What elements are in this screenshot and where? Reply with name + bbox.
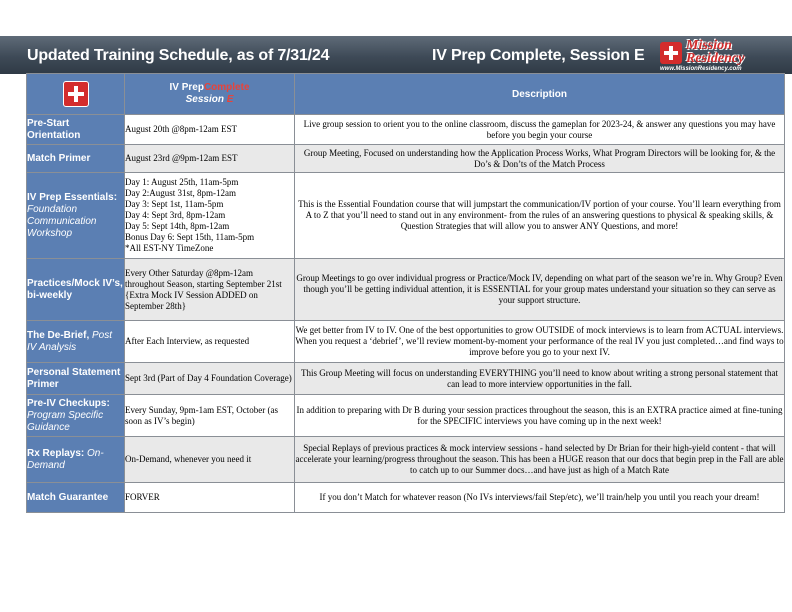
header-course-complete: Complete [203, 82, 250, 93]
row-schedule: After Each Interview, as requested [125, 321, 295, 363]
row-label [27, 363, 125, 395]
header-course: IV Prep [169, 82, 204, 93]
row-label [27, 145, 125, 173]
row-label-bold: The De-Brief, [27, 329, 90, 341]
row-description: Special Replays of previous practices & mock interview sessions - hand selected by Dr Brian for their high-yield content - that will accelerate your learning/progress throughout the season. This has been a HUGE reason that our docs that begin prep in the Fall are able to catch up to our Summer docs…and have just as high of a Match Rate [295, 437, 785, 483]
schedule-line: Bonus Day 6: Sept 15th, 11am-5pm [125, 232, 255, 242]
medical-cross-icon [660, 42, 682, 64]
table-row [27, 173, 785, 259]
row-schedule: August 20th @8pm-12am EST [125, 115, 295, 145]
row-label-bold: IV Prep Essentials: [27, 191, 118, 203]
row-description: We get better from IV to IV. One of the best opportunities to grow OUTSIDE of mock interviews is to learn from ACTUAL interviews. When you request a ‘debrief’, we’ll review moment-by-moment your performance of the real IV you just completed…and find ways to improve before you go to your next IV. [295, 321, 785, 363]
row-label-bold: Practices/Mock IV’s, bi-weekly [27, 277, 123, 301]
row-description: Live group session to orient you to the online classroom, discuss the gameplan for 2023-24, & answer any questions you may have before you begin your course [295, 115, 785, 145]
page-title: Updated Training Schedule, as of 7/31/24 [27, 47, 330, 64]
row-label [27, 483, 125, 513]
medical-cross-icon [63, 81, 89, 107]
row-label-italic: On-Demand [27, 447, 104, 471]
row-description: Group Meeting, Focused on understanding how the Application Process Works, What Program Directors will be looking for, & the Do’s & Don’ts of the Match Process [295, 145, 785, 173]
logo-line-1: Mission [686, 38, 732, 53]
row-label [27, 437, 125, 483]
table-row [27, 321, 785, 363]
table-row [27, 363, 785, 395]
row-label-italic: Foundation Communication Workshop [27, 203, 97, 239]
row-label-bold: Rx Replays: [27, 447, 85, 459]
row-label [27, 321, 125, 363]
schedule-table [26, 73, 785, 513]
logo-line-2: Residency [686, 51, 745, 66]
header-description: Description [295, 74, 785, 115]
row-label-bold: Personal Statement Primer [27, 366, 121, 390]
row-description: Group Meetings to go over individual progress or Practice/Mock IV, depending on what part of the season we’re in. Why Group? Even though you’ll be getting individual attention, it is ESSENTIAL for your group mates understand your situation so they can serve as your support structure. [295, 259, 785, 321]
schedule-line: Day 5: Sept 14th, 8pm-12am [125, 221, 230, 231]
row-label [27, 173, 125, 259]
row-label-italic: Program Specific Guidance [27, 409, 104, 433]
table-row [27, 395, 785, 437]
row-label [27, 115, 125, 145]
row-label [27, 395, 125, 437]
row-schedule: Every Other Saturday @8pm-12am throughout Season, starting September 21st {Extra Mock IV Session ADDED on September 28th} [125, 259, 295, 321]
schedule-line: Day 2:August 31st, 8pm-12am [125, 188, 236, 198]
row-label-italic: Post IV Analysis [27, 329, 113, 353]
row-schedule: On-Demand, whenever you need it [125, 437, 295, 483]
row-description: This Group Meeting will focus on understanding EVERYTHING you’ll need to know about writing a strong personal statement that can lead to more interview opportunities in the fall. [295, 363, 785, 395]
mission-residency-logo [658, 40, 786, 74]
header-session-letter: E [226, 94, 234, 105]
logo-url: www.MissionResidency.com [660, 66, 742, 72]
table-row [27, 145, 785, 173]
schedule-line: *All EST-NY TimeZone [125, 243, 214, 253]
row-description: This is the Essential Foundation course that will jumpstart the communication/IV portion of your course. You’ll learn everything from A to Z that you’ll need to stand out in any environment- from the rules of an answering questions to physical & speaking skills, & Question Strategies that will allow you to answer ANY Questions, and more! [295, 173, 785, 259]
schedule-line: Day 3: Sept 1st, 11am-5pm [125, 199, 224, 209]
schedule-line: Day 4: Sept 3rd, 8pm-12am [125, 210, 226, 220]
row-schedule: Sept 3rd (Part of Day 4 Foundation Coverage) [125, 363, 295, 395]
row-label [27, 259, 125, 321]
header-logo-cell [27, 74, 125, 115]
logo-wordmark [686, 39, 744, 65]
table-header-row [27, 74, 785, 115]
row-schedule: FORVER [125, 483, 295, 513]
table-row [27, 115, 785, 145]
row-description: In addition to preparing with Dr B during your session practices throughout the season, this is an EXTRA practice aimed at fine-tuning for the SPECIFIC interviews you have coming up in the next week! [295, 395, 785, 437]
table-row [27, 483, 785, 513]
row-label-bold: Pre-IV Checkups: [27, 397, 110, 409]
row-description: If you don’t Match for whatever reason (No IVs interviews/fail Step/etc), we’ll train/help you until you reach your dream! [295, 483, 785, 513]
table-row [27, 259, 785, 321]
header-session-cell [125, 74, 295, 115]
table-row [27, 437, 785, 483]
row-schedule: August 23rd @9pm-12am EST [125, 145, 295, 173]
row-schedule: Every Sunday, 9pm-1am EST, October (as soon as IV’s begin) [125, 395, 295, 437]
row-label-bold: Match Guarantee [27, 491, 109, 503]
session-title: IV Prep Complete, Session E [432, 47, 645, 64]
row-schedule [125, 173, 295, 259]
row-label-bold: Match Primer [27, 152, 91, 164]
row-label-bold: Pre-Start Orientation [27, 117, 81, 141]
schedule-line: Day 1: August 25th, 11am-5pm [125, 177, 239, 187]
header-session-label: Session [185, 94, 227, 105]
